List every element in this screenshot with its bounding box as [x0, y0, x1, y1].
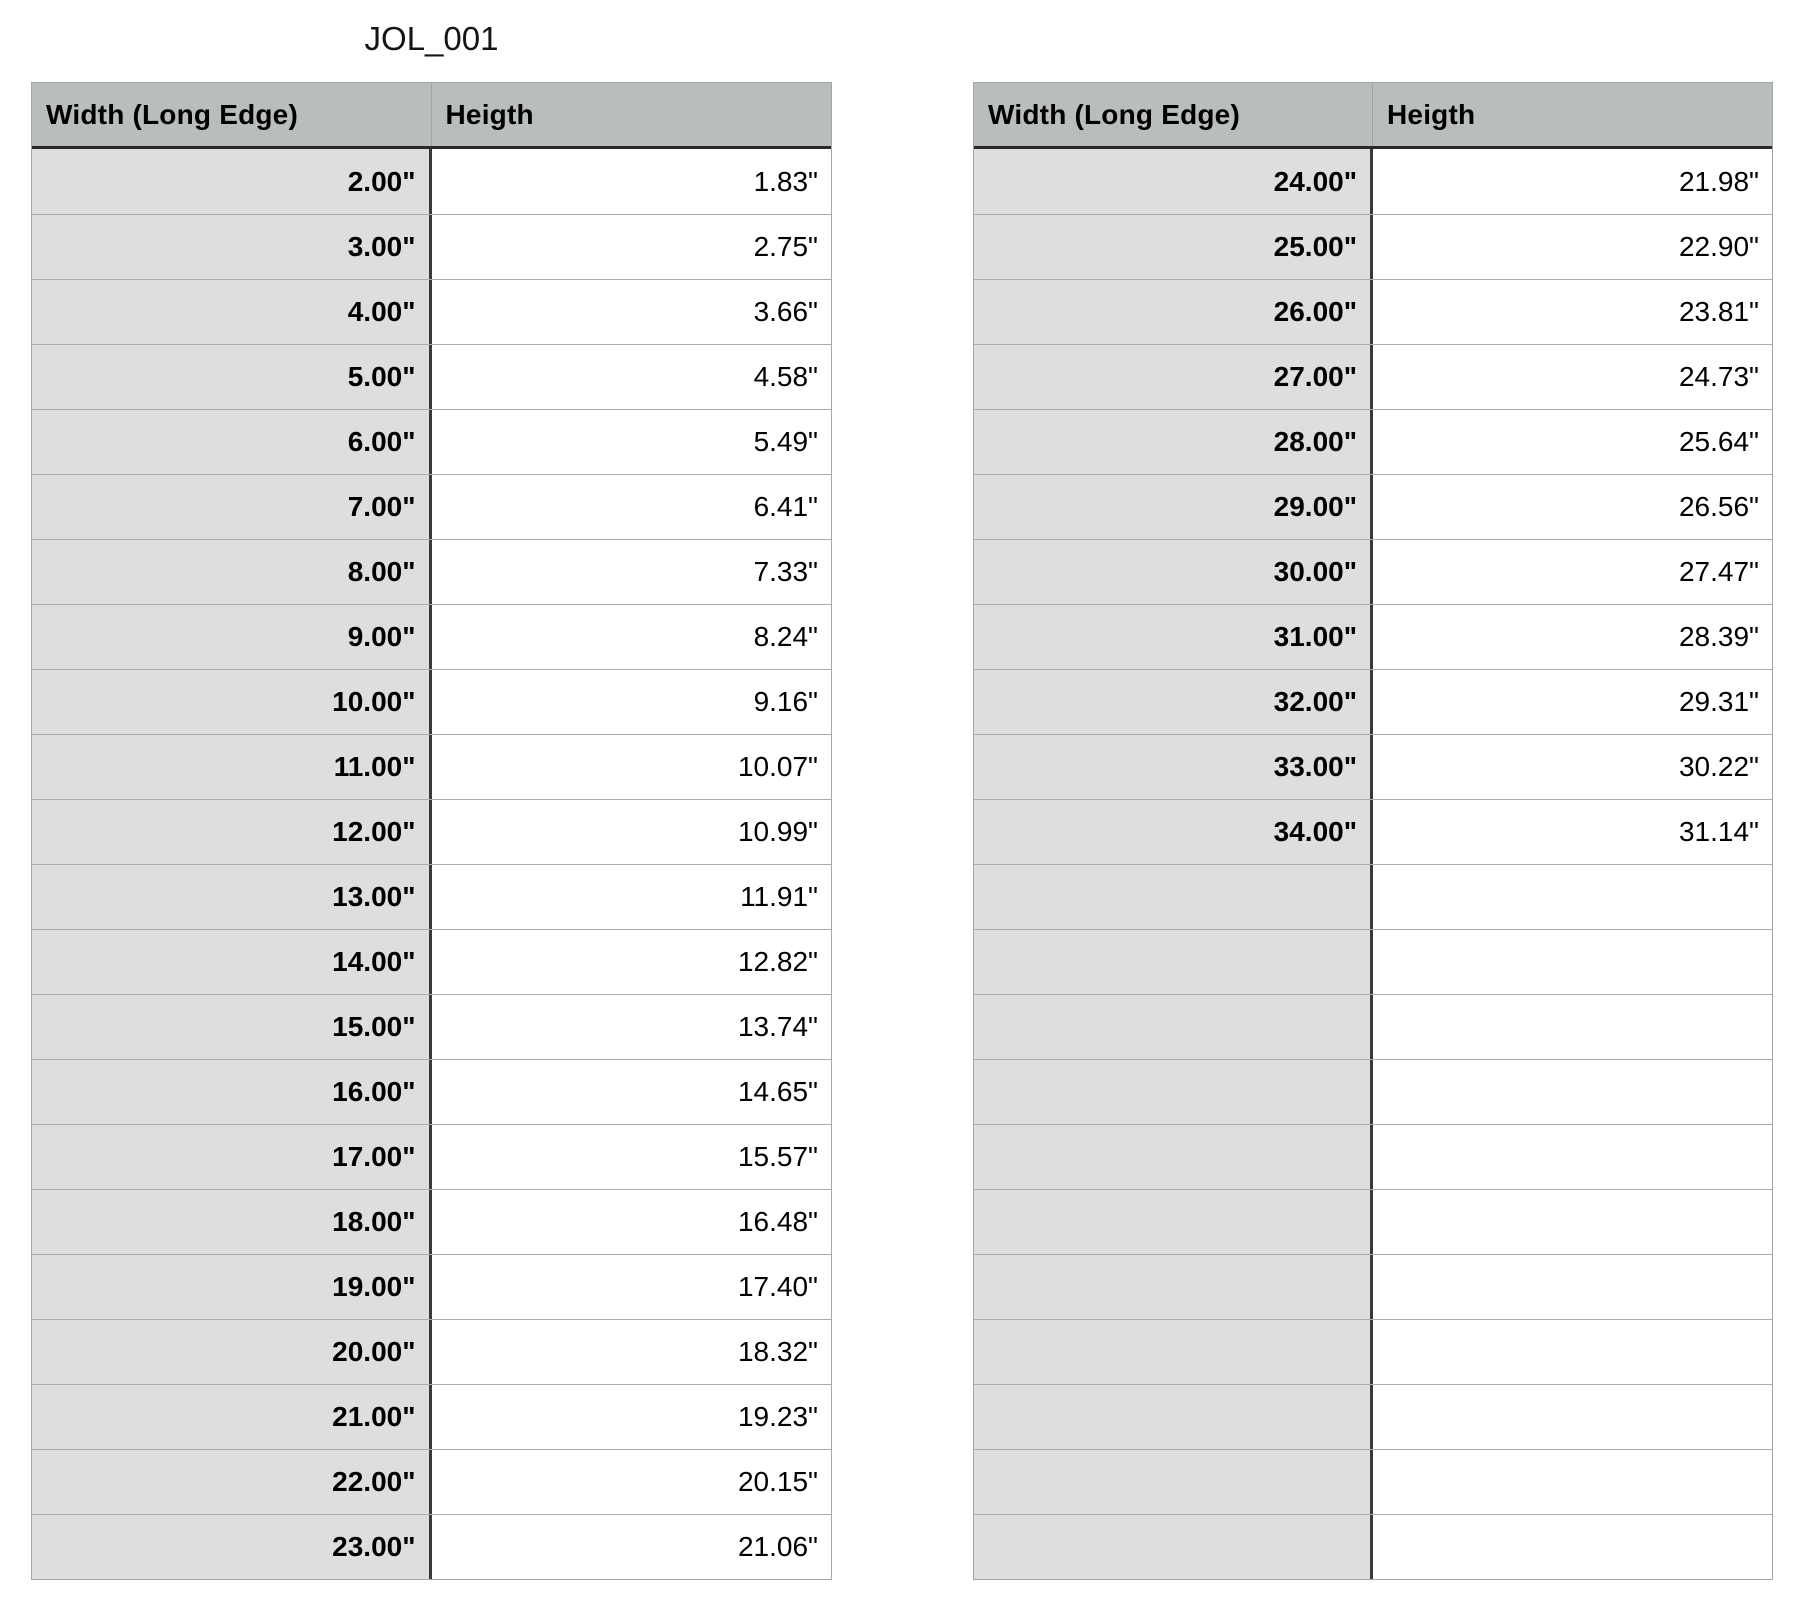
- height-cell[interactable]: 2.75": [432, 215, 832, 279]
- width-cell[interactable]: 21.00": [32, 1385, 432, 1449]
- width-cell[interactable]: 27.00": [974, 345, 1373, 409]
- table-row: [32, 1319, 831, 1384]
- width-cell[interactable]: 18.00": [32, 1190, 432, 1254]
- table-row: [32, 799, 831, 864]
- height-cell[interactable]: 4.58": [432, 345, 832, 409]
- table-row: [974, 1449, 1772, 1514]
- table-body: [32, 149, 831, 1579]
- header-cell-width[interactable]: Width (Long Edge): [974, 83, 1373, 146]
- width-cell[interactable]: 10.00": [32, 670, 432, 734]
- table-row: [32, 1189, 831, 1254]
- height-cell[interactable]: 29.31": [1373, 670, 1772, 734]
- width-cell[interactable]: [974, 1190, 1373, 1254]
- table-row: [974, 669, 1772, 734]
- table-row: [32, 279, 831, 344]
- table-row: [974, 1254, 1772, 1319]
- height-cell[interactable]: 20.15": [432, 1450, 832, 1514]
- table-row: [974, 1124, 1772, 1189]
- height-cell[interactable]: 17.40": [432, 1255, 832, 1319]
- width-cell[interactable]: [974, 1060, 1373, 1124]
- table-row: [32, 604, 831, 669]
- width-cell[interactable]: 16.00": [32, 1060, 432, 1124]
- width-cell[interactable]: 20.00": [32, 1320, 432, 1384]
- table-row: [32, 344, 831, 409]
- width-cell[interactable]: 4.00": [32, 280, 432, 344]
- width-cell[interactable]: 26.00": [974, 280, 1373, 344]
- table-header: [32, 83, 831, 149]
- width-cell[interactable]: 28.00": [974, 410, 1373, 474]
- height-cell[interactable]: 7.33": [432, 540, 832, 604]
- width-cell[interactable]: 19.00": [32, 1255, 432, 1319]
- table-row: [32, 149, 831, 214]
- width-cell[interactable]: 30.00": [974, 540, 1373, 604]
- width-cell[interactable]: 12.00": [32, 800, 432, 864]
- table-row: [974, 149, 1772, 214]
- table-row: [974, 344, 1772, 409]
- height-cell[interactable]: 3.66": [432, 280, 832, 344]
- height-cell[interactable]: 1.83": [432, 149, 832, 214]
- height-cell[interactable]: 11.91": [432, 865, 832, 929]
- width-cell[interactable]: 7.00": [32, 475, 432, 539]
- height-cell[interactable]: [1373, 1125, 1772, 1189]
- table-row: [32, 1514, 831, 1579]
- table-row: [32, 1059, 831, 1124]
- table-row: [32, 864, 831, 929]
- height-cell[interactable]: 6.41": [432, 475, 832, 539]
- table-row: [974, 1059, 1772, 1124]
- height-cell[interactable]: 13.74": [432, 995, 832, 1059]
- height-cell[interactable]: 21.98": [1373, 149, 1772, 214]
- height-cell[interactable]: [1373, 1320, 1772, 1384]
- height-cell[interactable]: 18.32": [432, 1320, 832, 1384]
- table-row: [974, 279, 1772, 344]
- table-title: JOL_001: [364, 20, 499, 57]
- table-row: [974, 864, 1772, 929]
- width-cell[interactable]: 9.00": [32, 605, 432, 669]
- height-cell[interactable]: [1373, 1515, 1772, 1579]
- header-cell-height[interactable]: Heigth: [1387, 98, 1476, 130]
- width-cell[interactable]: 31.00": [974, 605, 1373, 669]
- table-row: [974, 799, 1772, 864]
- width-cell[interactable]: 29.00": [974, 475, 1373, 539]
- height-cell[interactable]: 5.49": [432, 410, 832, 474]
- height-cell[interactable]: 28.39": [1373, 605, 1772, 669]
- width-cell[interactable]: 34.00": [974, 800, 1373, 864]
- width-cell[interactable]: [974, 1450, 1373, 1514]
- height-cell[interactable]: [1373, 1255, 1772, 1319]
- table-row: [974, 604, 1772, 669]
- table-row: [32, 1449, 831, 1514]
- table-row: [974, 734, 1772, 799]
- width-cell[interactable]: [974, 995, 1373, 1059]
- height-cell[interactable]: [1373, 995, 1772, 1059]
- width-cell[interactable]: 24.00": [974, 149, 1373, 214]
- height-cell[interactable]: 22.90": [1373, 215, 1772, 279]
- table-row: [32, 734, 831, 799]
- table-row: [974, 539, 1772, 604]
- width-cell[interactable]: [974, 1255, 1373, 1319]
- table-row: [974, 1514, 1772, 1579]
- table-row: [32, 994, 831, 1059]
- width-cell[interactable]: 11.00": [32, 735, 432, 799]
- header-cell-width[interactable]: Width (Long Edge): [32, 83, 432, 146]
- width-cell[interactable]: [974, 865, 1373, 929]
- width-cell[interactable]: 22.00": [32, 1450, 432, 1514]
- height-cell[interactable]: 23.81": [1373, 280, 1772, 344]
- table-body: [974, 149, 1772, 1579]
- height-cell[interactable]: 14.65": [432, 1060, 832, 1124]
- size-table-left: [31, 82, 832, 1580]
- width-cell[interactable]: [974, 1515, 1373, 1579]
- height-cell[interactable]: 10.99": [432, 800, 832, 864]
- height-cell[interactable]: 12.82": [432, 930, 832, 994]
- table-row: [974, 1189, 1772, 1254]
- height-cell[interactable]: 10.07": [432, 735, 832, 799]
- width-cell[interactable]: 5.00": [32, 345, 432, 409]
- table-row: [32, 1124, 831, 1189]
- width-cell[interactable]: 8.00": [32, 540, 432, 604]
- table-header: [974, 83, 1772, 149]
- table-row: [974, 1384, 1772, 1449]
- width-cell[interactable]: 13.00": [32, 865, 432, 929]
- table-row: [32, 669, 831, 734]
- height-cell[interactable]: [1373, 1060, 1772, 1124]
- table-row: [32, 1254, 831, 1319]
- height-cell[interactable]: 25.64": [1373, 410, 1772, 474]
- width-cell[interactable]: [974, 1320, 1373, 1384]
- table-row: [974, 409, 1772, 474]
- height-cell[interactable]: 31.14": [1373, 800, 1772, 864]
- table-row: [974, 994, 1772, 1059]
- height-cell[interactable]: 19.23": [432, 1385, 832, 1449]
- table-row: [32, 1384, 831, 1449]
- height-cell[interactable]: 16.48": [432, 1190, 832, 1254]
- height-cell[interactable]: 8.24": [432, 605, 832, 669]
- height-cell[interactable]: [1373, 865, 1772, 929]
- width-cell[interactable]: 15.00": [32, 995, 432, 1059]
- height-cell[interactable]: [1373, 1190, 1772, 1254]
- height-cell[interactable]: [1373, 1450, 1772, 1514]
- height-cell[interactable]: 21.06": [432, 1515, 832, 1579]
- table-row: [32, 474, 831, 539]
- table-row: [974, 214, 1772, 279]
- header-cell-height[interactable]: Heigth: [445, 98, 534, 130]
- table-row: [32, 929, 831, 994]
- height-cell[interactable]: [1373, 1385, 1772, 1449]
- width-cell[interactable]: 25.00": [974, 215, 1373, 279]
- width-cell[interactable]: 17.00": [32, 1125, 432, 1189]
- height-cell[interactable]: 30.22": [1373, 735, 1772, 799]
- width-cell[interactable]: [974, 1125, 1373, 1189]
- table-row: [32, 214, 831, 279]
- table-row: [974, 474, 1772, 539]
- width-cell[interactable]: 14.00": [32, 930, 432, 994]
- table-row: [32, 539, 831, 604]
- table-row: [974, 929, 1772, 994]
- width-cell[interactable]: 6.00": [32, 410, 432, 474]
- size-table-right: [973, 82, 1773, 1580]
- height-cell[interactable]: 15.57": [432, 1125, 832, 1189]
- width-cell[interactable]: [974, 930, 1373, 994]
- width-cell[interactable]: 32.00": [974, 670, 1373, 734]
- width-cell[interactable]: [974, 1385, 1373, 1449]
- width-cell[interactable]: 33.00": [974, 735, 1373, 799]
- height-cell[interactable]: 9.16": [432, 670, 832, 734]
- table-row: [32, 409, 831, 474]
- height-cell[interactable]: 24.73": [1373, 345, 1772, 409]
- width-cell[interactable]: 3.00": [32, 215, 432, 279]
- width-cell[interactable]: 23.00": [32, 1515, 432, 1579]
- table-row: [974, 1319, 1772, 1384]
- width-cell[interactable]: 2.00": [32, 149, 432, 214]
- height-cell[interactable]: [1373, 930, 1772, 994]
- height-cell[interactable]: 26.56": [1373, 475, 1772, 539]
- height-cell[interactable]: 27.47": [1373, 540, 1772, 604]
